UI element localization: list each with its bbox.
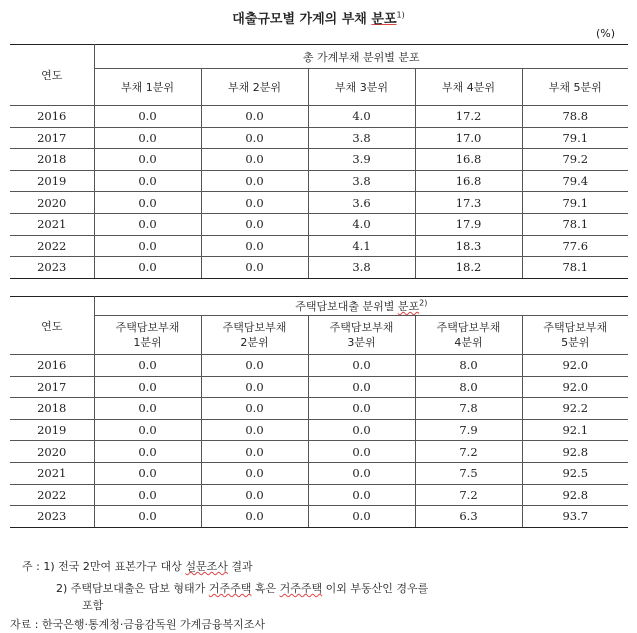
value-cell: 92.0 — [522, 355, 628, 377]
year-cell: 2020 — [10, 192, 94, 214]
value-cell: 79.1 — [522, 192, 628, 214]
value-cell: 7.2 — [415, 484, 522, 506]
footnote-1-underlined: 설문조사 — [185, 560, 228, 573]
footnote-1 — [22, 558, 253, 575]
source-note: 자료 : 한국은행·통계청·금융감독원 가계금융복지조사 — [10, 618, 265, 631]
value-cell: 0.0 — [94, 355, 201, 377]
year-cell: 2016 — [10, 355, 94, 377]
table-row — [10, 192, 628, 214]
year-header: 연도 — [10, 297, 94, 355]
year-cell: 2017 — [10, 376, 94, 398]
value-cell: 0.0 — [201, 257, 308, 279]
value-cell: 3.8 — [308, 127, 415, 149]
column-header: 부채 5분위 — [522, 69, 628, 106]
value-cell: 0.0 — [94, 376, 201, 398]
value-cell: 92.0 — [522, 376, 628, 398]
year-cell: 2016 — [10, 106, 94, 128]
column-header-line1: 주택담보부채 — [543, 321, 608, 334]
value-cell: 0.0 — [308, 376, 415, 398]
footnote-1-text-a: 전국 2만여 표본가구 대상 — [58, 560, 186, 573]
value-cell: 0.0 — [94, 484, 201, 506]
footnote-1-prefix: 주 : 1) — [22, 560, 55, 573]
value-cell: 79.1 — [522, 127, 628, 149]
year-cell: 2022 — [10, 235, 94, 257]
title-underlined: 분포 — [371, 12, 397, 27]
column-header-line2: 2분위 — [240, 336, 269, 349]
group-header — [94, 297, 628, 316]
column-header-line1: 주택담보부채 — [222, 321, 287, 334]
value-cell: 0.0 — [94, 419, 201, 441]
footnote-2-prefix: 2) — [56, 582, 68, 595]
page-title — [0, 8, 637, 27]
table-row — [10, 106, 628, 128]
value-cell: 0.0 — [201, 213, 308, 235]
year-header: 연도 — [10, 45, 94, 106]
table-row — [10, 170, 628, 192]
value-cell: 4.0 — [308, 106, 415, 128]
footnote-2-underlined-1: 거주주택 — [208, 582, 252, 595]
column-header-line1: 주택담보부채 — [329, 321, 394, 334]
value-cell: 6.3 — [415, 506, 522, 528]
value-cell: 92.8 — [522, 484, 628, 506]
column-header-line2: 1분위 — [133, 336, 162, 349]
value-cell: 3.9 — [308, 149, 415, 171]
value-cell: 79.4 — [522, 170, 628, 192]
title-footnote-mark: 1) — [396, 10, 405, 20]
value-cell: 17.9 — [415, 213, 522, 235]
group-header-footnote-mark: 2) — [419, 298, 428, 308]
value-cell: 0.0 — [308, 398, 415, 420]
year-cell: 2023 — [10, 506, 94, 528]
value-cell: 3.8 — [308, 257, 415, 279]
value-cell: 0.0 — [308, 506, 415, 528]
year-cell: 2017 — [10, 127, 94, 149]
table-row — [10, 355, 628, 377]
value-cell: 0.0 — [94, 398, 201, 420]
footnote-1-text-b: 결과 — [227, 560, 253, 573]
column-header: 부채 4분위 — [415, 69, 522, 106]
value-cell: 92.8 — [522, 441, 628, 463]
table-row — [10, 484, 628, 506]
footnote-2-text-a: 주택담보대출은 담보 형태가 — [70, 582, 209, 595]
value-cell: 78.1 — [522, 257, 628, 279]
value-cell: 0.0 — [308, 462, 415, 484]
value-cell: 16.8 — [415, 170, 522, 192]
value-cell: 0.0 — [201, 419, 308, 441]
value-cell: 0.0 — [201, 192, 308, 214]
year-cell: 2023 — [10, 257, 94, 279]
year-cell: 2019 — [10, 419, 94, 441]
value-cell: 18.2 — [415, 257, 522, 279]
value-cell: 8.0 — [415, 376, 522, 398]
value-cell: 0.0 — [201, 462, 308, 484]
value-cell: 3.6 — [308, 192, 415, 214]
group-header-text: 주택담보대출 분위별 — [295, 300, 398, 313]
column-header-line2: 4분위 — [454, 336, 483, 349]
value-cell: 17.0 — [415, 127, 522, 149]
table-row — [10, 235, 628, 257]
value-cell: 0.0 — [94, 235, 201, 257]
column-header — [522, 316, 628, 355]
value-cell: 0.0 — [308, 441, 415, 463]
table-row — [10, 213, 628, 235]
year-cell: 2018 — [10, 398, 94, 420]
value-cell: 0.0 — [308, 419, 415, 441]
table-row — [10, 441, 628, 463]
value-cell: 7.9 — [415, 419, 522, 441]
value-cell: 0.0 — [201, 506, 308, 528]
value-cell: 0.0 — [201, 484, 308, 506]
value-cell: 78.8 — [522, 106, 628, 128]
column-header: 부채 1분위 — [94, 69, 201, 106]
value-cell: 0.0 — [201, 127, 308, 149]
group-header: 총 가계부채 분위별 분포 — [94, 45, 628, 69]
year-cell: 2022 — [10, 484, 94, 506]
value-cell: 4.0 — [308, 213, 415, 235]
value-cell: 0.0 — [94, 149, 201, 171]
year-cell: 2020 — [10, 441, 94, 463]
table-row — [10, 257, 628, 279]
value-cell: 7.8 — [415, 398, 522, 420]
total-debt-distribution-table — [10, 44, 628, 279]
value-cell: 4.1 — [308, 235, 415, 257]
value-cell: 0.0 — [94, 192, 201, 214]
footnote-2-underlined-2: 거주주택 — [279, 582, 323, 595]
column-header-line2: 5분위 — [561, 336, 590, 349]
title-text: 대출규모별 가계의 부채 — [232, 12, 372, 27]
value-cell: 0.0 — [94, 213, 201, 235]
value-cell: 16.8 — [415, 149, 522, 171]
table-row — [10, 398, 628, 420]
value-cell: 0.0 — [201, 235, 308, 257]
value-cell: 92.2 — [522, 398, 628, 420]
value-cell: 78.1 — [522, 213, 628, 235]
value-cell: 93.7 — [522, 506, 628, 528]
value-cell: 3.8 — [308, 170, 415, 192]
table-row — [10, 149, 628, 171]
year-cell: 2018 — [10, 149, 94, 171]
value-cell: 92.5 — [522, 462, 628, 484]
column-header-line1: 주택담보부채 — [436, 321, 501, 334]
unit-label: (%) — [595, 27, 615, 40]
group-header-underlined: 분포 — [397, 300, 420, 313]
value-cell: 79.2 — [522, 149, 628, 171]
value-cell: 92.1 — [522, 419, 628, 441]
footnote-2-text-b: 혹은 — [251, 582, 280, 595]
column-header — [308, 316, 415, 355]
table-row — [10, 506, 628, 528]
table-row — [10, 419, 628, 441]
footnote-2 — [56, 580, 428, 597]
table-row — [10, 462, 628, 484]
value-cell: 18.3 — [415, 235, 522, 257]
value-cell: 7.5 — [415, 462, 522, 484]
column-header-line2: 3분위 — [347, 336, 376, 349]
table-row — [10, 127, 628, 149]
column-header — [415, 316, 522, 355]
value-cell: 7.2 — [415, 441, 522, 463]
value-cell: 0.0 — [94, 106, 201, 128]
value-cell: 0.0 — [94, 506, 201, 528]
value-cell: 0.0 — [201, 376, 308, 398]
column-header: 부채 2분위 — [201, 69, 308, 106]
column-header-line1: 주택담보부채 — [115, 321, 180, 334]
value-cell: 0.0 — [201, 398, 308, 420]
footnote-2-text-c: 이외 부동산인 경우를 — [322, 582, 429, 595]
value-cell: 0.0 — [94, 170, 201, 192]
value-cell: 0.0 — [201, 149, 308, 171]
value-cell: 0.0 — [94, 257, 201, 279]
value-cell: 17.3 — [415, 192, 522, 214]
value-cell: 0.0 — [201, 106, 308, 128]
footnote-2-continued: 포함 — [82, 599, 104, 612]
value-cell: 0.0 — [308, 355, 415, 377]
table-row — [10, 376, 628, 398]
value-cell: 0.0 — [201, 441, 308, 463]
value-cell: 8.0 — [415, 355, 522, 377]
year-cell: 2021 — [10, 462, 94, 484]
value-cell: 77.6 — [522, 235, 628, 257]
year-cell: 2019 — [10, 170, 94, 192]
value-cell: 0.0 — [94, 127, 201, 149]
value-cell: 0.0 — [201, 355, 308, 377]
value-cell: 0.0 — [94, 462, 201, 484]
value-cell: 0.0 — [201, 170, 308, 192]
year-cell: 2021 — [10, 213, 94, 235]
value-cell: 0.0 — [94, 441, 201, 463]
column-header: 부채 3분위 — [308, 69, 415, 106]
column-header — [201, 316, 308, 355]
value-cell: 17.2 — [415, 106, 522, 128]
column-header — [94, 316, 201, 355]
mortgage-distribution-table — [10, 296, 628, 528]
value-cell: 0.0 — [308, 484, 415, 506]
